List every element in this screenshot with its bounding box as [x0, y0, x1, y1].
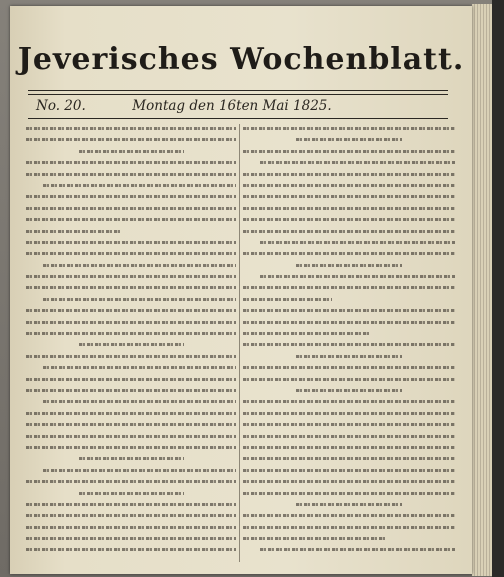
- print-line: [79, 454, 184, 463]
- right-column: [243, 124, 455, 564]
- print-line: [26, 318, 236, 327]
- print-line: [260, 272, 455, 281]
- print-line: [243, 443, 455, 452]
- print-line: [26, 420, 236, 429]
- print-line: [243, 147, 455, 156]
- print-line: [243, 295, 332, 304]
- print-line: [243, 420, 455, 429]
- print-line: [26, 170, 236, 179]
- print-line: [26, 443, 236, 452]
- print-line: [26, 500, 236, 509]
- print-line: [79, 147, 184, 156]
- print-line: [43, 397, 236, 406]
- book-spine-edge: [472, 4, 492, 576]
- print-line: [26, 329, 236, 338]
- print-line: [296, 135, 402, 144]
- print-line: [26, 545, 236, 554]
- print-line: [296, 352, 402, 361]
- print-line: [26, 192, 236, 201]
- print-line: [26, 534, 236, 543]
- print-line: [243, 306, 455, 315]
- print-line: [43, 261, 236, 270]
- print-line: [260, 238, 455, 247]
- issue-rule: [28, 118, 448, 119]
- print-line: [243, 534, 385, 543]
- newspaper-page: [10, 6, 472, 574]
- print-line: [43, 466, 236, 475]
- print-line: [26, 352, 236, 361]
- print-line: [296, 500, 402, 509]
- masthead-rule: [28, 90, 448, 95]
- print-line: [26, 272, 236, 281]
- print-line: [243, 477, 455, 486]
- print-line: [243, 215, 455, 224]
- print-line: [26, 215, 236, 224]
- print-line: [43, 181, 236, 190]
- print-line: [243, 489, 455, 498]
- print-line: [243, 249, 455, 258]
- print-line: [79, 340, 184, 349]
- print-line: [26, 386, 236, 395]
- scanner-edge: [492, 0, 504, 577]
- print-line: [243, 397, 455, 406]
- print-line: [243, 124, 455, 133]
- print-line: [243, 409, 455, 418]
- print-line: [260, 545, 455, 554]
- print-line: [243, 227, 455, 236]
- issue-line: [36, 98, 446, 114]
- print-line: [26, 409, 236, 418]
- print-line: [26, 249, 236, 258]
- print-line: [26, 135, 236, 144]
- print-line: [243, 511, 455, 520]
- print-line: [243, 204, 455, 213]
- print-line: [26, 306, 236, 315]
- print-line: [26, 283, 236, 292]
- print-line: [26, 523, 236, 532]
- print-line: [43, 363, 236, 372]
- column-divider: [239, 124, 240, 562]
- print-line: [26, 511, 236, 520]
- print-line: [243, 466, 455, 475]
- print-line: [243, 340, 455, 349]
- print-line: [243, 375, 455, 384]
- print-line: [26, 477, 236, 486]
- print-line: [243, 523, 455, 532]
- print-line: [26, 204, 236, 213]
- print-line: [26, 238, 236, 247]
- print-line: [296, 261, 402, 270]
- print-line: [26, 375, 236, 384]
- left-column: [26, 124, 236, 564]
- print-line: [26, 227, 121, 236]
- print-line: [243, 454, 455, 463]
- print-line: [243, 283, 455, 292]
- print-line: [243, 318, 455, 327]
- print-line: [243, 363, 455, 372]
- print-line: [296, 386, 402, 395]
- masthead-title: Jeverisches Wochenblatt.: [17, 42, 465, 77]
- print-line: [26, 124, 236, 133]
- print-line: [43, 295, 236, 304]
- print-line: [243, 432, 455, 441]
- issue-date: Montag den 16ten Mai 1825.: [132, 98, 332, 114]
- print-line: [26, 158, 236, 167]
- print-line: [243, 181, 455, 190]
- print-line: [26, 432, 236, 441]
- print-line: [243, 170, 455, 179]
- print-line: [79, 489, 184, 498]
- print-line: [243, 192, 455, 201]
- print-line: [243, 329, 370, 338]
- issue-number: No. 20.: [36, 98, 86, 114]
- print-line: [260, 158, 455, 167]
